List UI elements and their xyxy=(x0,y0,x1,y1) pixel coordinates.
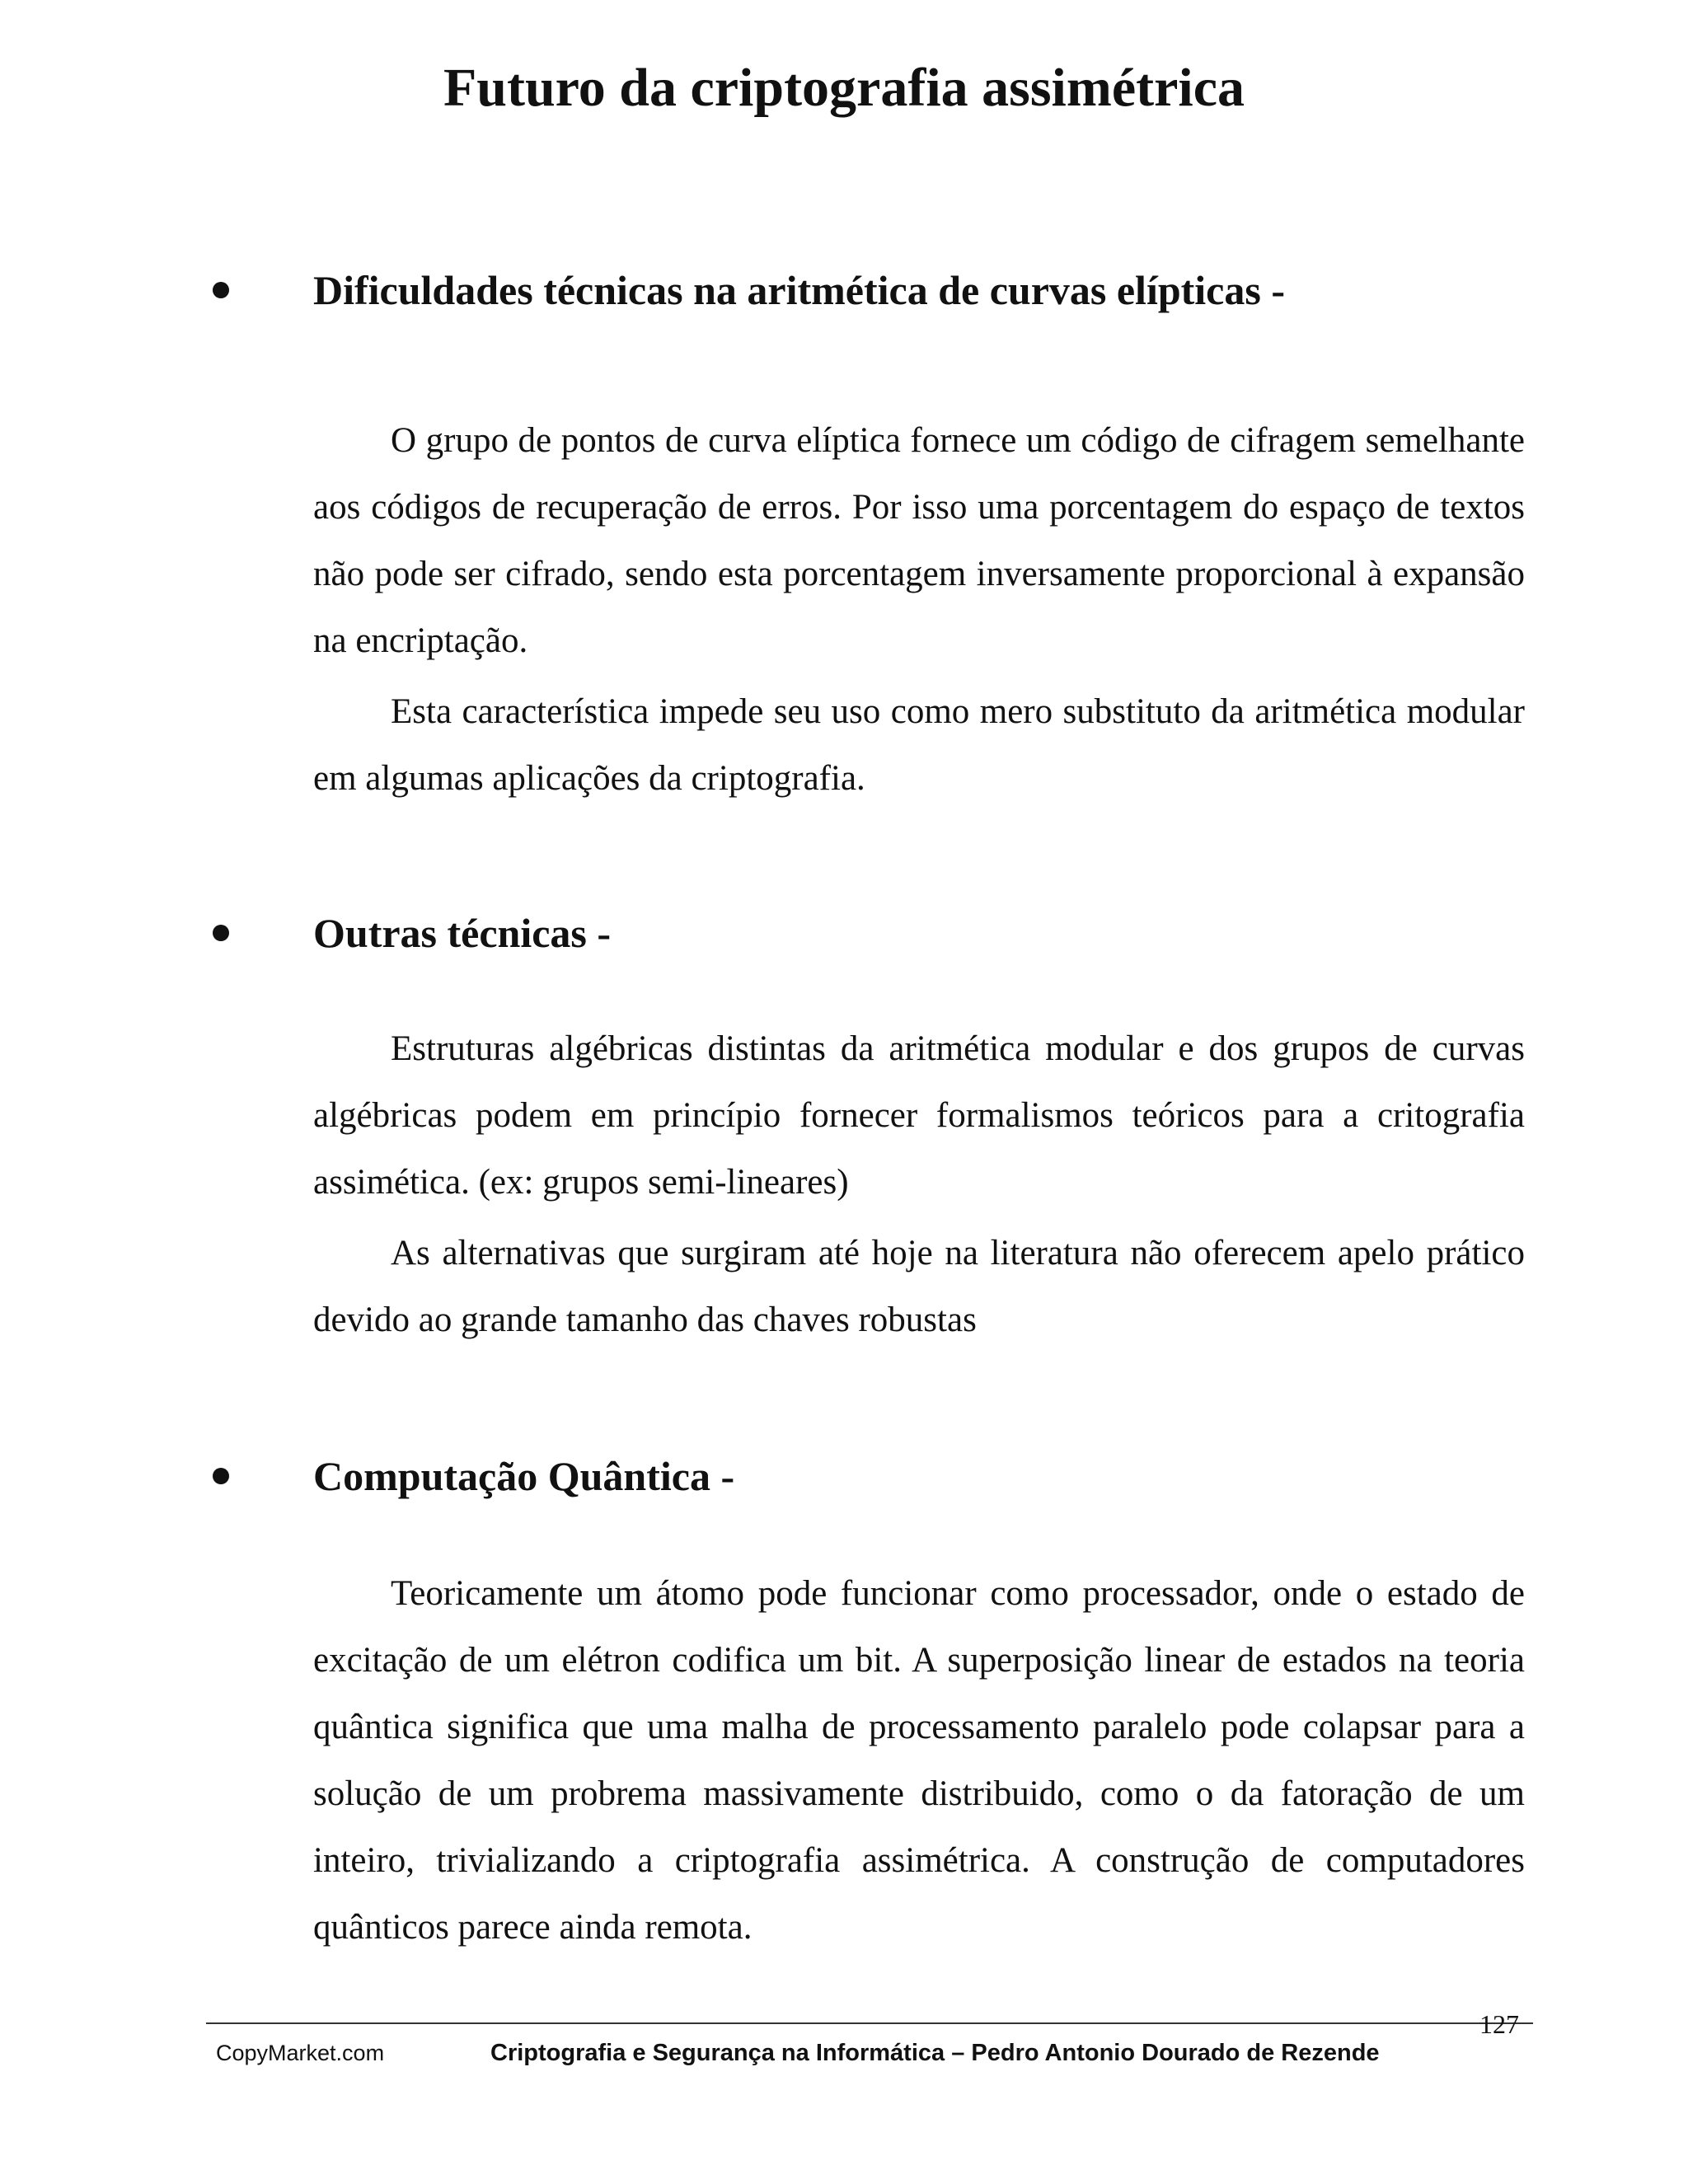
bullet-icon xyxy=(213,925,229,941)
section-heading-text: Dificuldades técnicas na aritmética de curvas elípticas - xyxy=(313,267,1285,313)
page-title: Futuro da criptografia assimétrica xyxy=(443,58,1245,118)
paragraph: Teoricamente um átomo pode funcionar como processador, onde o estado de excitação de um elétron codifica um bit. A superposição linear de estados na teoria quântica significa que uma malha de processamento paralelo pode colapsar para a solução de um probrema massivamente distribuido, como o da fatoração de um inteiro, trivializando a criptografia assimétrica. A construção de computadores quânticos parece ainda remota. xyxy=(313,1574,1525,1947)
section-heading-elliptic-curves xyxy=(0,264,1688,321)
bullet-icon xyxy=(213,1468,229,1484)
paragraph: O grupo de pontos de curva elíptica fornece um código de cifragem semelhante aos códigos de recuperação de erros. Por isso uma porcentagem do espaço de textos não pode ser cifrado, sendo esta porcentagem inversamente proporcional à expansão na encriptação. xyxy=(313,421,1525,660)
footer-divider xyxy=(206,2022,1533,2024)
section-heading-quantum-computing xyxy=(0,1450,1688,1507)
footer-site: CopyMarket.com xyxy=(216,2041,385,2065)
footer-book-title: Criptografia e Segurança na Informática – Pedro Antonio Dourado de Rezende xyxy=(490,2040,1380,2066)
page-number: 127 xyxy=(1479,2009,1519,2039)
paragraph: As alternativas que surgiram até hoje na literatura não oferecem apelo prático devido ao grande tamanho das chaves robustas xyxy=(313,1234,1525,1339)
bullet-icon xyxy=(213,282,229,298)
section-heading-text: Outras técnicas - xyxy=(313,910,612,956)
paragraph: Esta característica impede seu uso como mero substituto da aritmética modular em algumas aplicações da criptografia. xyxy=(313,692,1525,798)
paragraph: Estruturas algébricas distintas da aritmética modular e dos grupos de curvas algébricas podem em princípio fornecer formalismos teóricos para a critografia assimética. (ex: grupos semi-lineares) xyxy=(313,1029,1525,1202)
section-heading-other-techniques xyxy=(0,907,1688,964)
section-heading-text: Computação Quântica - xyxy=(313,1453,735,1499)
